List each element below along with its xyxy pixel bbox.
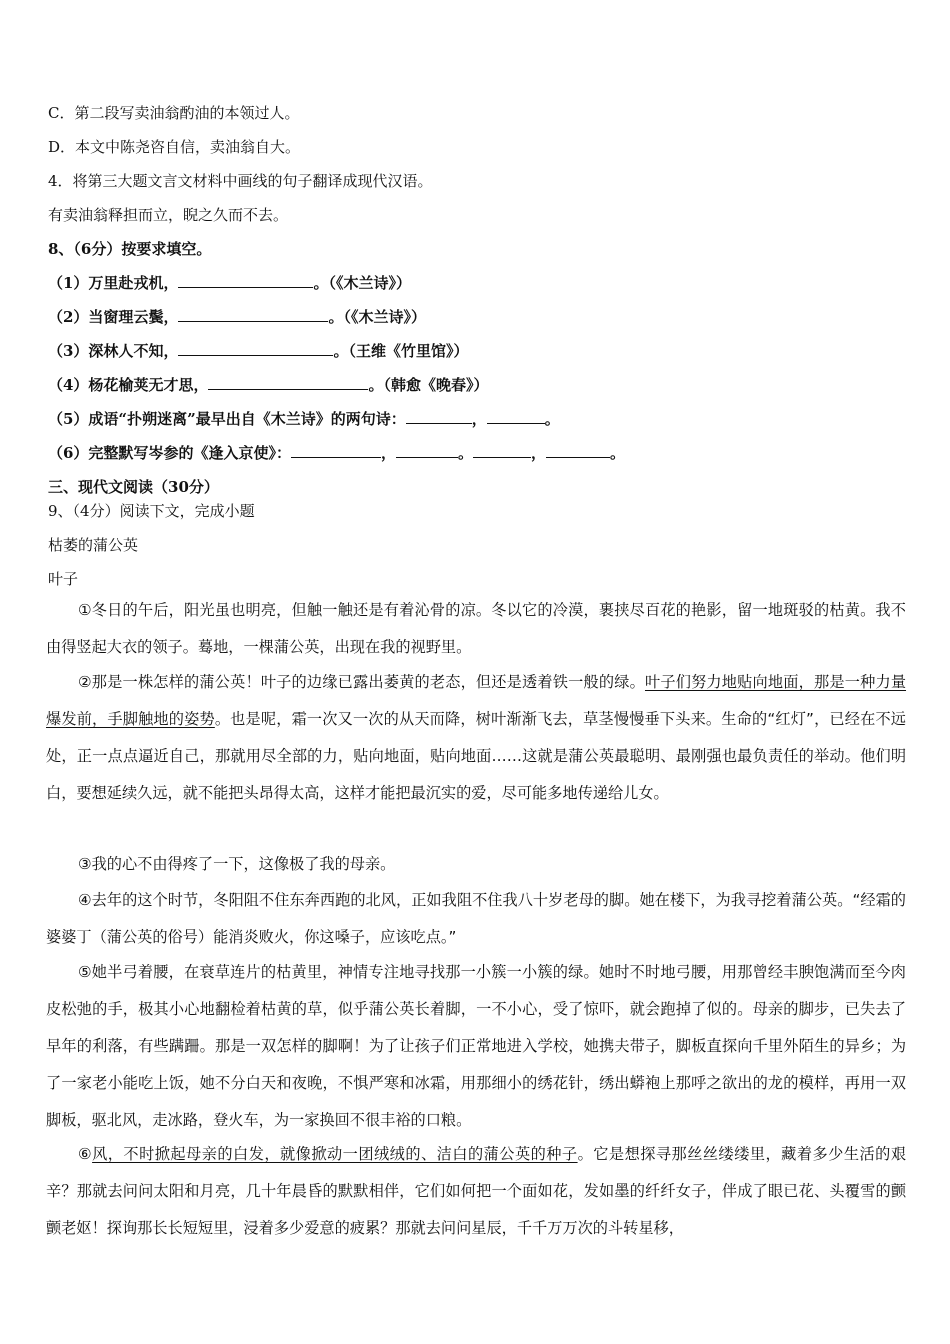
- answer-blank[interactable]: [473, 443, 531, 458]
- section-3-title: 三、现代文阅读（30分）: [48, 478, 219, 496]
- paragraph-4: ④去年的这个时节，冬阳阻不住东奔西跑的北风，正如我阻不住我八十岁老母的脚。她在楼下，为我寻挖着蒲公英。“经霜的婆婆丁（蒲公英的俗号）能消炎败火，你这嗓子，应该吃点。”: [46, 891, 906, 946]
- option-d: D．本文中陈尧咨自信，卖油翁自大。: [48, 138, 301, 156]
- fill-item-4: （4）杨花榆荚无才思， 。（韩愈《晚春》）: [48, 376, 489, 394]
- answer-blank[interactable]: [178, 307, 328, 322]
- answer-blank[interactable]: [178, 273, 313, 288]
- paragraph-3: ③我的心不由得疼了一下，这像极了我的母亲。: [78, 855, 396, 873]
- answer-blank[interactable]: [291, 443, 381, 458]
- answer-blank[interactable]: [396, 443, 458, 458]
- paragraph-6: ⑥风，不时掀起母亲的白发，就像掀动一团绒绒的、洁白的蒲公英的种子。它是想探寻那丝丝缕缕里，藏着多少生活的艰辛？那就去问问太阳和月亮，几十年晨昏的默默相伴，它们如何把一个面如花，发如墨的纤纤女子，伴成了眼已花、头覆雪的颤颤老妪！探询那长长短短里，浸着多少爱意的疲累？那就去问问星辰，千千万万次的斗转星移，: [46, 1145, 907, 1237]
- answer-blank[interactable]: [178, 341, 333, 356]
- fill-item-2: （2）当窗理云鬓， 。（《木兰诗》）: [48, 308, 426, 326]
- article-author: 叶子: [48, 570, 79, 588]
- paragraph-1: ①冬日的午后，阳光虽也明亮，但触一触还是有着沁骨的凉。冬以它的冷漠，裹挟尽百花的艳影，留一地斑驳的枯黄。我不由得竖起大衣的领子。蓦地，一棵蒲公英，出现在我的视野里。: [46, 601, 906, 656]
- underlined-sentence: 叶子们努力地贴向地面，那是一种力量爆发前，手脚触地的姿势: [46, 673, 907, 728]
- answer-blank[interactable]: [406, 409, 472, 424]
- question-4-sentence: 有卖油翁释担而立，睨之久而不去。: [48, 206, 289, 224]
- question-4-prompt: 4．将第三大题文言文材料中画线的句子翻译成现代汉语。: [48, 172, 433, 190]
- fill-item-3: （3）深林人不知， 。（王维《竹里馆》）: [48, 342, 469, 360]
- fill-item-6: （6）完整默写岑参的《逢入京使》： ， 。 ， 。: [48, 444, 626, 462]
- underlined-sentence: 风，不时掀起母亲的白发，就像掀动一团绒绒的、洁白的蒲公英的种子: [92, 1145, 578, 1163]
- article-title: 枯萎的蒲公英: [48, 536, 139, 554]
- answer-blank[interactable]: [487, 409, 545, 424]
- option-c: C．第二段写卖油翁酌油的本领过人。: [48, 104, 300, 122]
- question-9-prompt: 9、（4分）阅读下文，完成小题: [48, 502, 255, 520]
- paragraph-5: ⑤她半弓着腰，在衰草连片的枯黄里，神情专注地寻找那一小簇一小簇的绿。她时不时地弓腰，用那曾经丰腴饱满而至今肉皮松弛的手，极其小心地翻检着枯黄的草，似乎蒲公英长着脚，一不小心，受了惊吓，就会跑掉了似的。母亲的脚步，已失去了早年的利落，有些蹒跚。那是一双怎样的脚啊！为了让孩子们正常地进入学校，她携夫带子，脚板直探向千里外陌生的异乡；为了一家老小能吃上饭，她不分白天和夜晚，不惧严寒和冰霜，用那细小的绣花针，绣出蟒袍上那呼之欲出的龙的模样，再用一双脚板，驱北风，走冰路，登火车，为一家换回不很丰裕的口粮。: [46, 963, 906, 1129]
- answer-blank[interactable]: [546, 443, 610, 458]
- paragraph-2: ②那是一株怎样的蒲公英！叶子的边缘已露出萎黄的老态，但还是透着铁一般的绿。叶子们努力地贴向地面，那是一种力量爆发前，手脚触地的姿势。也是呢，霜一次又一次的从天而降，树叶渐渐飞去，草茎慢慢垂下头来。生命的“红灯”，已经在不远处，正一点点逼近自己，那就用尽全部的力，贴向地面，贴向地面……这就是蒲公英最聪明、最刚强也最负责任的举动。他们明白，要想延续久远，就不能把头昂得太高，这样才能把最沉实的爱，尽可能多地传递给儿女。: [46, 673, 907, 802]
- fill-item-5: （5）成语“扑朔迷离”最早出自《木兰诗》的两句诗： ， 。: [48, 410, 560, 428]
- question-8-header: 8、（6分）按要求填空。: [48, 240, 212, 258]
- answer-blank[interactable]: [208, 375, 368, 390]
- fill-item-1: （1）万里赴戎机， 。（《木兰诗》）: [48, 274, 411, 292]
